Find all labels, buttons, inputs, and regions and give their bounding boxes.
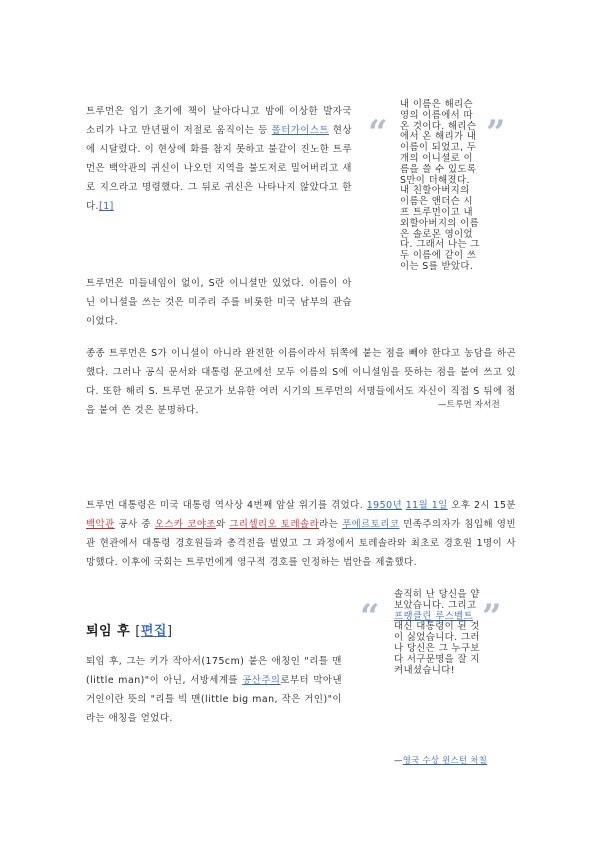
close-quote-icon: ” <box>482 597 502 637</box>
quote-attribution-churchill: —영국 수상 윈스턴 처칠 <box>394 755 488 765</box>
edit-link[interactable]: 편집 <box>140 624 167 639</box>
quote-block-churchill <box>360 588 520 768</box>
link-griselio-torresola[interactable]: 그리셀리오 토레솔라 <box>229 519 320 530</box>
close-quote-icon: ” <box>486 113 506 153</box>
quote-text-churchill: 솔직히 난 당신을 얕보았습니다. 그리고 프랭클린 루스벨트 대신 대통령이 된 것이 싫었습니다. 그러나 당신은 그 누구보다 서구문명을 잘 지켜내셨습니다! <box>394 589 480 676</box>
paragraph-assassination: 트루먼 대통령은 미국 대통령 역사상 4번째 암살 위기를 겪었다. 1950년 11월 1일 오후 2시 15분 백악관 공사 중 오스카 코야조와 그리셀리오 토레솔라라는 푸에르토리코 민족주의자가 침입해 영빈관 현관에서 대통령 경호원들과 총격전을 벌였고 그 과정에서 토레솔라와 최초로 경호원 1명이 사망했다. 이후에 국회는 트루먼에게 영구적 경호를 인정하는 법안을 제출했다. <box>86 500 517 568</box>
paragraph-little-big-man: 퇴임 후, 그는 키가 작아서(175cm) 붙은 애칭인 "리틀 맨(little man)"이 아닌, 서방세계를 공산주의로부터 막아낸 거인이란 뜻의 "리틀 빅 맨(little big man, 작은 거인)"이라는 애칭을 얻었다. <box>86 656 342 724</box>
quote-attribution-autobiography: —트루먼 자서전 <box>438 399 500 409</box>
link-communism[interactable]: 공산주의 <box>242 675 281 686</box>
link-franklin-roosevelt[interactable]: 프랭클린 루스벨트 <box>394 610 474 622</box>
paragraph-poltergeist: 트루먼은 임기 초기에 책이 날아다니고 밤에 이상한 발자국 소리가 나고 만년필이 저절로 움직이는 등 폴터가이스트 현상에 시달렸다. 이 현상에 화를 참지 못하고 불같이 진노한 트루먼은 백악관의 귀신이 나오던 지역을 불도저로 밀어버리고 새로 지으라고 명령했다. 그 뒤로 귀신은 나타나지 않았다고 한다.[1] <box>86 106 352 212</box>
open-quote-icon: “ <box>360 597 380 637</box>
link-poltergeist[interactable]: 폴터가이스트 <box>271 125 330 136</box>
paragraph-initial-s: 트루먼은 미들네임이 없이, S란 이니셜만 있었다. 이름이 아닌 이니셜을 쓰는 것은 미주리 주를 비롯한 미국 남부의 관습이었다. <box>86 278 352 327</box>
link-puerto-rico[interactable]: 푸에르토리코 <box>342 519 400 530</box>
link-white-house[interactable]: 백악관 <box>86 519 115 530</box>
link-winston-churchill[interactable]: 영국 수상 윈스턴 처칠 <box>402 755 488 765</box>
section-heading-after-presidency: 퇴임 후 [편집] <box>86 624 173 639</box>
open-quote-icon: “ <box>368 113 388 153</box>
link-1950[interactable]: 1950년 <box>366 500 403 511</box>
link-nov-1[interactable]: 11월 1일 <box>405 500 448 511</box>
quote-text-autobiography: 내 이름은 해리슨 영의 이름에서 따온 것이다. 해리슨에서 온 해리가 내 이름이 되었고, 두 개의 이니셜로 이름을 쓸 수 있도록 S만이 더해졌다. 내 친할아버지의 이름은 앤더슨 시프 트루먼이고 내 외할아버지의 이름은 솔로몬 영이었다. 그래서 나는 그 두 이름에 같이 쓰이는 S를 받았다. <box>400 99 480 272</box>
quote-block-autobiography <box>368 96 518 409</box>
reference-link-1[interactable]: [1] <box>99 201 114 212</box>
paragraph-s-dot: 종종 트루먼은 S가 이니셜이 아니라 완전한 이름이라서 뒤쪽에 붙는 점을 빼야 한다고 농담을 하곤 했다. 그러나 공식 문서와 대통령 문고에선 모두 이름의 S에 이니셜임을 뜻하는 점을 붙여 쓰고 있다. 또한 해리 S. 트루먼 문고가 보유한 여러 시기의 트루먼의 서명들에서도 자신이 직접 S 뒤에 점을 붙여 쓴 것은 분명하다. <box>86 348 516 416</box>
link-oscar-collazo[interactable]: 오스카 코야조 <box>154 519 216 530</box>
